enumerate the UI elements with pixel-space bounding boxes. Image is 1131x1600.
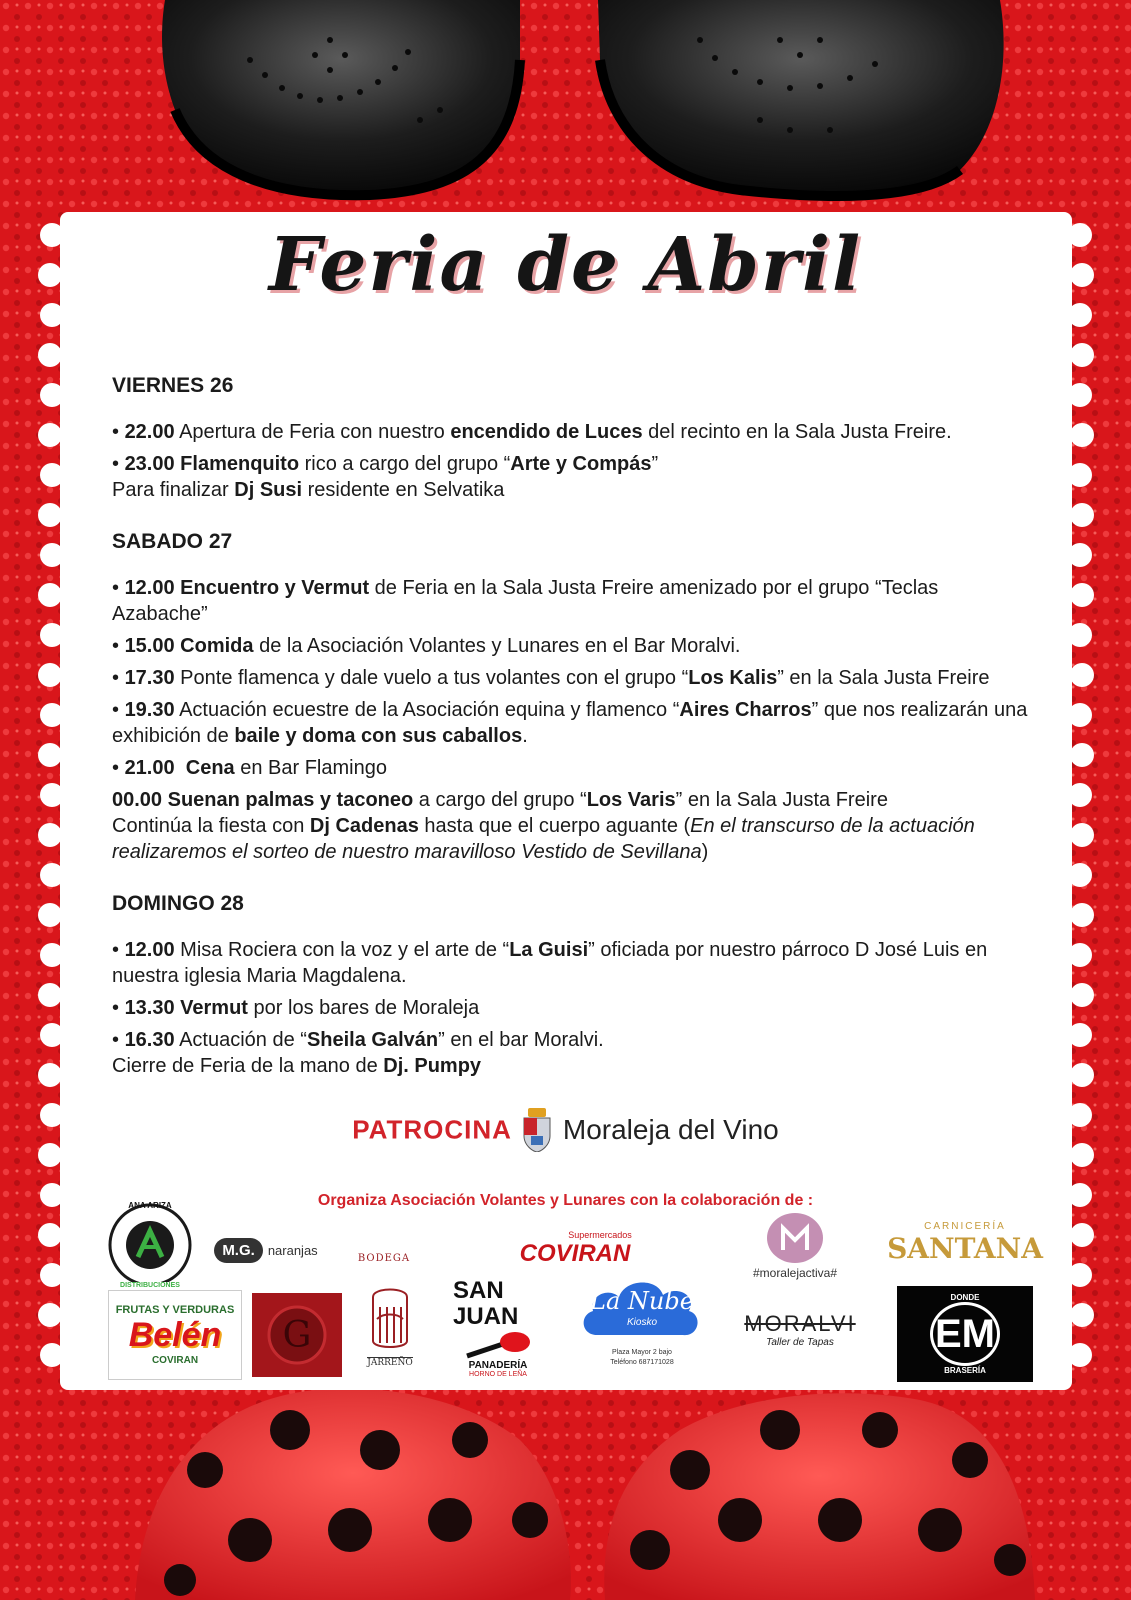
peel-icon	[463, 1330, 533, 1360]
event-item: 00.00 Suenan palmas y taconeo a cargo del grupo “Los Varis” en la Sala Justa Freire Continúa la fiesta con Dj Cadenas hasta que el cuerpo aguante (En el transcurso de la actuación realizaremos el sorteo de nuestro maravilloso Vestido de Sevillana)	[112, 789, 975, 863]
event-item: • 13.30 Vermut por los bares de Moraleja	[112, 997, 480, 1019]
event-item: • 16.30 Actuación de “Sheila Galván” en el bar Moralvi. Cierre de Feria de la mano de Dj. Pumpy	[112, 1029, 604, 1077]
black-shoe-left	[162, 0, 520, 195]
sanjuan-sub2-text: HORNO DE LEÑA	[469, 1371, 527, 1378]
mg-sub: naranjas	[267, 1242, 318, 1258]
event-item: • 19.30 Actuación ecuestre de la Asociación equina y flamenco “Aires Charros” que nos realizarán una exhibición de baile y doma con sus caballos.	[112, 699, 1028, 747]
coviran-text: COVIRAN	[519, 1240, 631, 1267]
event-item: • 21.00 Cena en Bar Flamingo	[112, 757, 387, 779]
organizer-line: Organiza Asociación Volantes y Lunares con la colaboración de :	[317, 1192, 814, 1209]
event-item: • 12.00 Misa Rociera con la voz y el arte de “La Guisi” oficiada por nuestro párroco D José Luis en nuestra iglesia Maria Magdalena.	[112, 939, 988, 987]
belen-text: Belén	[128, 1316, 222, 1354]
san-juan-panaderia-logo	[438, 1276, 558, 1380]
lanube-sub-text: Kiosko	[626, 1317, 657, 1328]
day-saturday	[112, 529, 1032, 865]
day-heading: SABADO 27	[112, 530, 233, 553]
day-friday	[112, 373, 1032, 503]
sponsor-line	[0, 1108, 1131, 1152]
program	[112, 373, 1032, 1093]
bodega-label	[350, 1248, 418, 1268]
event-item: • 12.00 Encuentro y Vermut de Feria en la Sala Justa Freire amenizado por el grupo “Teclas Azabache”	[112, 577, 939, 625]
bodega-text: BODEGA	[357, 1252, 411, 1264]
moralvi-sub-text: Taller de Tapas	[766, 1336, 834, 1348]
bodega-jarreno-logo	[360, 1268, 420, 1376]
mg-naranjas-logo	[206, 1235, 326, 1265]
santana-top-text: CARNICERÍA	[924, 1221, 1006, 1232]
moralejactiva-text: #moralejactiva#	[752, 1266, 838, 1280]
g-logo	[252, 1293, 342, 1377]
belen-sub-text: COVIRAN	[151, 1355, 199, 1366]
poster-title: Feria de Abril	[268, 222, 863, 308]
frutas-belen-logo	[108, 1290, 242, 1380]
moralvi-text: MORALVI	[744, 1310, 856, 1336]
donde-top-text: DONDE	[950, 1293, 980, 1302]
mg-badge: M.G.	[214, 1238, 263, 1263]
event-item: • 17.30 Ponte flamenca y dale vuelo a tus volantes con el grupo “Los Kalis” en la Sala Justa Freire	[112, 667, 990, 689]
sanjuan-text: SAN JUAN	[453, 1277, 519, 1330]
event-item: • 23.00 Flamenquito rico a cargo del grupo “Arte y Compás” Para finalizar Dj Susi residente en Selvatika	[112, 453, 659, 501]
ana-ariza-bottom-text: DISTRIBUCIONES	[120, 1282, 180, 1289]
event-item: • 15.00 Comida de la Asociación Volantes y Lunares en el Bar Moralvi.	[112, 635, 741, 657]
moralvi-logo	[730, 1296, 870, 1362]
ana-ariza-logo	[108, 1203, 192, 1287]
ana-ariza-top-text: ANA ARIZA	[128, 1201, 172, 1210]
donde-text: EM	[930, 1302, 1000, 1366]
lanube-tel-text: Teléfono 687171028	[610, 1359, 674, 1366]
lanube-text: La Nube	[590, 1287, 694, 1315]
day-sunday	[112, 891, 1032, 1079]
day-heading: VIERNES 26	[112, 374, 234, 397]
jarreno-text: JARREÑO	[367, 1357, 413, 1368]
coviran-logo	[490, 1227, 660, 1271]
coviran-top-text: Supermercados	[568, 1230, 632, 1240]
event-item: • 22.00 Apertura de Feria con nuestro encendido de Luces del recinto en la Sala Justa Freire.	[112, 421, 952, 443]
moralejactiva-logo	[725, 1206, 865, 1284]
donde-bottom-text: BRASERÍA	[944, 1366, 986, 1375]
donde-em-braseria-logo	[897, 1286, 1033, 1382]
sponsor-label: PATROCINA	[352, 1114, 512, 1145]
belen-top-text: FRUTAS Y VERDURAS	[115, 1304, 235, 1316]
day-heading: DOMINGO 28	[112, 892, 244, 915]
la-nube-kiosko-logo	[578, 1275, 706, 1379]
santana-text: SANTANA	[887, 1232, 1043, 1265]
sanjuan-sub-text: PANADERÍA	[468, 1360, 528, 1371]
carniceria-santana-logo	[887, 1210, 1043, 1276]
sponsor-town: Moraleja del Vino	[562, 1114, 779, 1145]
lanube-addr-text: Plaza Mayor 2 bajo	[612, 1349, 672, 1356]
g-letter: G	[282, 1314, 312, 1356]
coat-of-arms-icon	[522, 1108, 552, 1152]
